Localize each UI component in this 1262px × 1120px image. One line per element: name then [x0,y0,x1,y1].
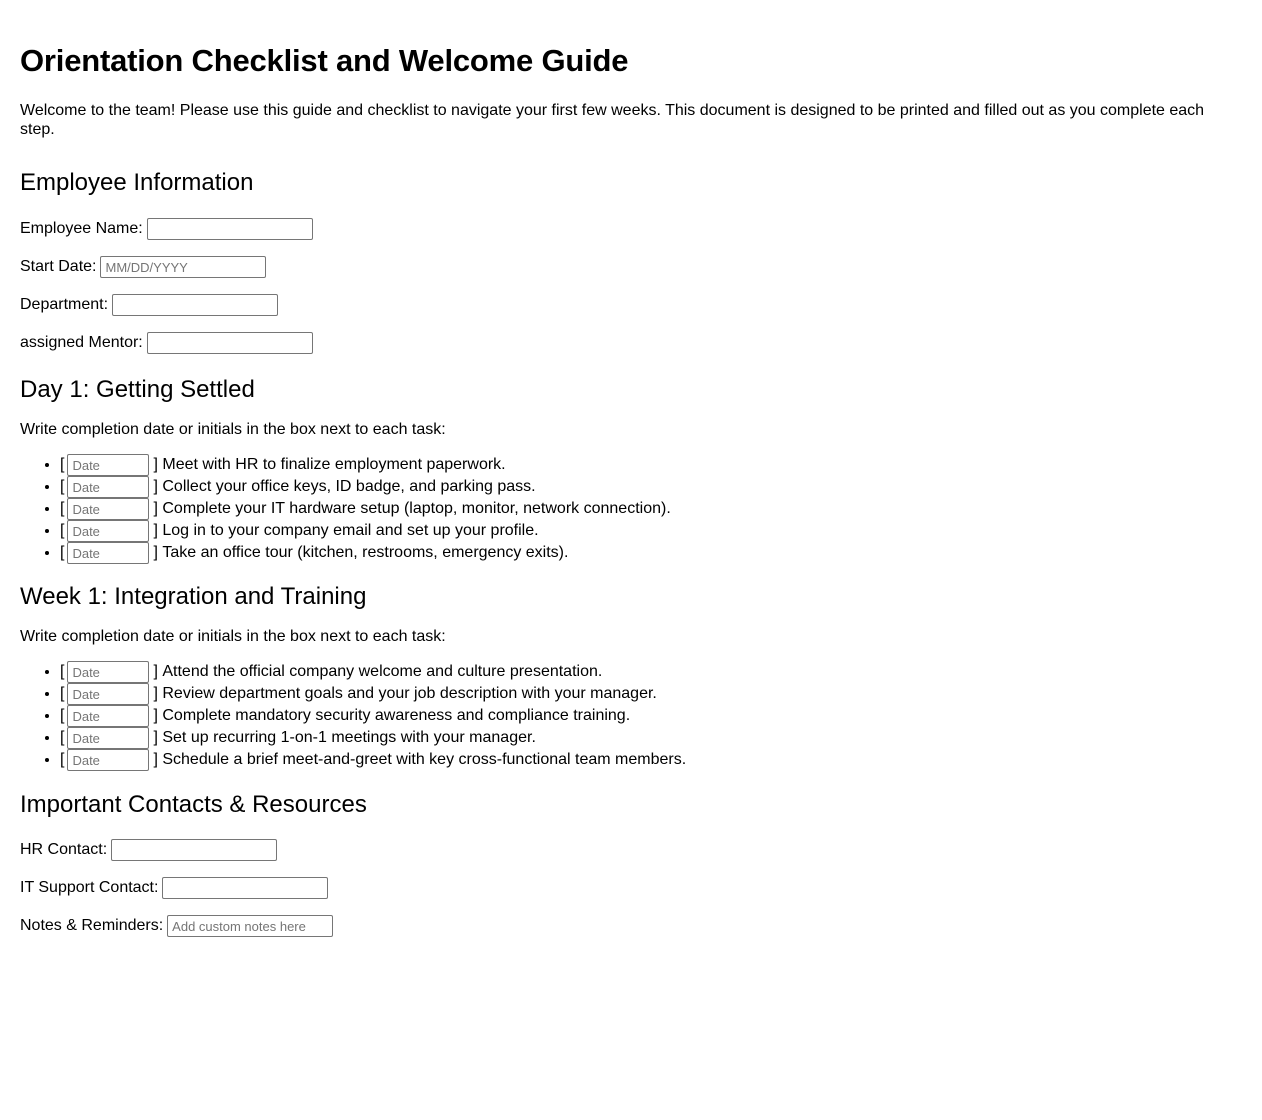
notes-label: Notes & Reminders: [20,917,164,935]
list-item [60,661,1242,683]
task-text: Collect your office keys, ID badge, and parking pass. [162,478,536,495]
list-item [60,727,1242,749]
list-item [60,520,1242,542]
bracket-close: ] [153,522,158,539]
department-row [20,286,1242,324]
employee-info-heading: Employee Information [20,169,254,196]
day1-task-list [20,454,1242,564]
mentor-label: assigned Mentor: [20,334,143,352]
employee-name-label: Employee Name: [20,220,143,238]
bracket-open: • [ [60,478,65,495]
department-field[interactable] [112,294,278,316]
date-field[interactable] [67,498,149,520]
date-field[interactable] [67,454,149,476]
hr-contact-field[interactable] [111,839,277,861]
bracket-open: • [ [60,522,65,539]
date-field[interactable] [67,520,149,542]
list-item [60,498,1242,520]
intro-paragraph: Welcome to the team! Please use this guide and checklist to navigate your first few weeks. This document is designed to be printed and filled out as you complete each step. [20,102,1205,138]
bracket-close: ] [153,456,158,473]
employee-info-fields [20,210,1242,362]
week1-heading: Week 1: Integration and Training [20,583,367,610]
hr-contact-row [20,831,1242,869]
task-text: Complete mandatory security awareness and compliance training. [162,707,631,724]
week1-instruction: Write completion date or initials in the box next to each task: [20,628,446,645]
task-text: Log in to your company email and set up your profile. [162,522,539,539]
task-text: Complete your IT hardware setup (laptop, monitor, network connection). [162,500,671,517]
bracket-close: ] [153,751,158,768]
bracket-open: • [ [60,751,65,768]
notes-field[interactable] [167,915,333,937]
it-support-label: IT Support Contact: [20,879,159,897]
contacts-fields [20,831,1242,945]
hr-contact-label: HR Contact: [20,841,108,859]
task-text: Meet with HR to finalize employment paperwork. [162,456,506,473]
list-item [60,454,1242,476]
bracket-close: ] [153,500,158,517]
bracket-close: ] [153,685,158,702]
bracket-open: • [ [60,456,65,473]
task-text: Schedule a brief meet-and-greet with key cross-functional team members. [162,751,687,768]
page-title: Orientation Checklist and Welcome Guide [20,43,629,78]
day1-heading: Day 1: Getting Settled [20,376,255,403]
date-field[interactable] [67,476,149,498]
bracket-open: • [ [60,544,65,561]
department-label: Department: [20,296,109,314]
it-support-field[interactable] [162,877,328,899]
mentor-field[interactable] [147,332,313,354]
mentor-row [20,324,1242,362]
bracket-close: ] [153,478,158,495]
employee-name-row [20,210,1242,248]
bracket-open: • [ [60,707,65,724]
date-field[interactable] [67,683,149,705]
task-text: Set up recurring 1-on-1 meetings with your manager. [162,729,536,746]
start-date-label: Start Date: [20,258,97,276]
bracket-open: • [ [60,729,65,746]
it-support-row [20,869,1242,907]
date-field[interactable] [67,727,149,749]
date-field[interactable] [67,661,149,683]
date-field[interactable] [67,542,149,564]
list-item [60,705,1242,727]
date-field[interactable] [67,705,149,727]
bracket-close: ] [153,729,158,746]
task-text: Attend the official company welcome and culture presentation. [162,663,603,680]
notes-row [20,907,1242,945]
week1-task-list [20,661,1242,771]
bracket-open: • [ [60,500,65,517]
start-date-row [20,248,1242,286]
bracket-open: • [ [60,663,65,680]
list-item [60,683,1242,705]
bracket-close: ] [153,663,158,680]
bracket-close: ] [153,707,158,724]
day1-instruction: Write completion date or initials in the box next to each task: [20,421,446,438]
list-item [60,476,1242,498]
start-date-field[interactable] [100,256,266,278]
task-text: Take an office tour (kitchen, restrooms, emergency exits). [162,544,569,561]
list-item [60,749,1242,771]
date-field[interactable] [67,749,149,771]
bracket-open: • [ [60,685,65,702]
task-text: Review department goals and your job description with your manager. [162,685,657,702]
contacts-heading: Important Contacts & Resources [20,791,367,818]
list-item [60,542,1242,564]
employee-name-field[interactable] [147,218,313,240]
bracket-close: ] [153,544,158,561]
